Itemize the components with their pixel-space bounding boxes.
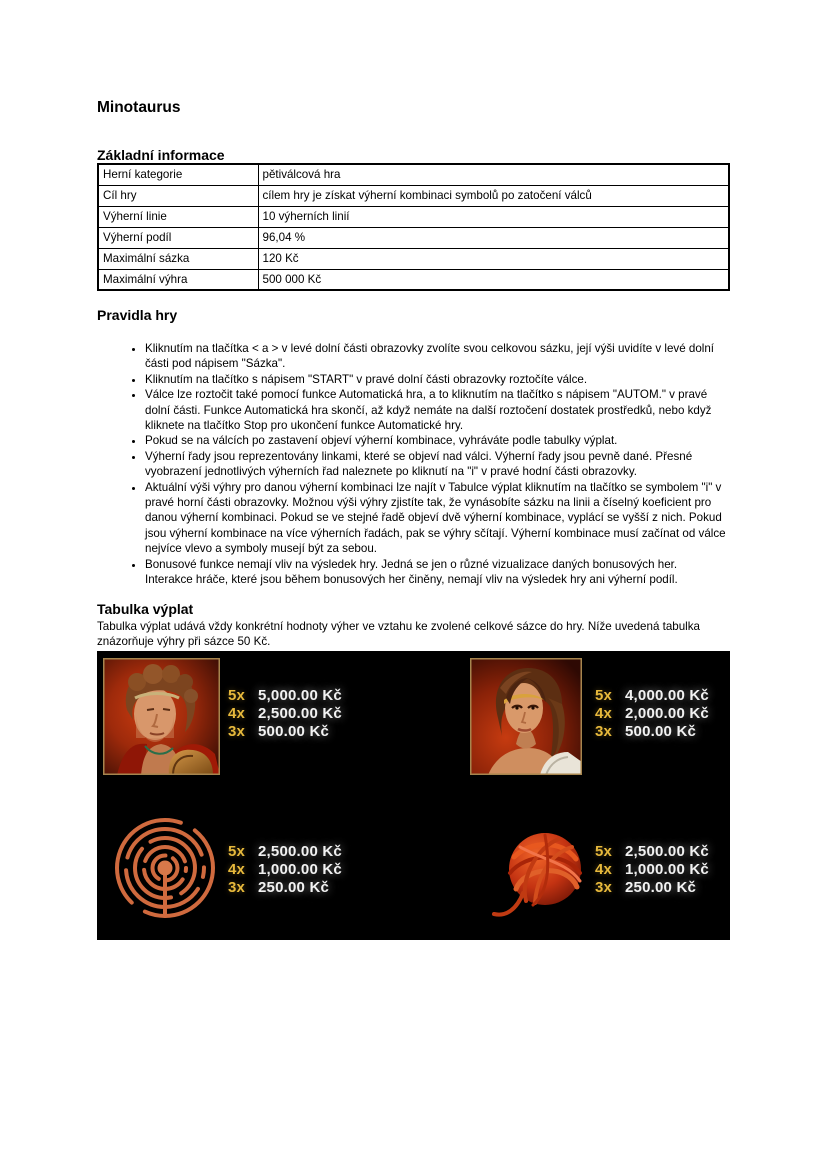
- row-label: Maximální výhra: [98, 269, 258, 290]
- payout-multiplier: 4x: [228, 704, 246, 722]
- rule-item: • Výherní řady jsou reprezentovány linkami, které se objeví nad válci. Výherní řady jsou pevně dané. Přesné vyobrazení jednotlivých výherních řad naleznete po kliknutí na "i" v pravé hodní části obrazovky.: [145, 449, 730, 480]
- payout-line: [228, 861, 342, 879]
- table-row: [98, 206, 729, 227]
- table-row: [98, 164, 729, 185]
- payout-line: [595, 723, 709, 741]
- row-value: 10 výherních linií: [258, 206, 729, 227]
- rule-item: • Bonusové funkce nemají vliv na výsledek hry. Jedná se jen o různé vizualizace daných bonusových her. Interakce hráče, které jsou během bonusových her činěny, nemají vliv na výsledek hry ani výherní podíl.: [145, 557, 730, 588]
- rule-item: • Kliknutím na tlačítka < a > v levé dolní části obrazovky zvolíte svou celkovou sázku, její výši uvidíte v levé dolní části pod nápisem "Sázka".: [145, 341, 730, 372]
- section-heading-paytable: Tabulka výplat: [97, 600, 194, 617]
- payout-multiplier: 3x: [595, 723, 613, 741]
- rule-item: • Aktuální výši výhry pro danou výherní kombinaci lze najít v Tabulce výplat kliknutím na tlačítko se symbolem "i" v pravé horní části obrazovky. Možnou výši výhry zjistíte tak, že vynásobíte sázku na linii a číselný koeficient pro danou výherní kombinaci. Pokud se ve stejné řadě objeví dvě výherní kombinace, vyplácí se vyšší z nich. Pokud jsou výherní kombinace na více výherních řadách, pak se výhry sčítají. Výherní kombinace musí začínat od válce nejvíce vlevo a symboly musejí být za sebou.: [145, 480, 730, 557]
- payout-multiplier: 3x: [595, 879, 613, 897]
- payout-multiplier: 4x: [228, 860, 246, 878]
- theseus-hero-payouts: [228, 687, 342, 742]
- payout-line: [595, 705, 709, 723]
- row-value: pětiválcová hra: [258, 164, 729, 185]
- payout-line: [595, 861, 709, 879]
- rule-item: • Pokud se na válcích po zastavení objeví výherní kombinace, vyhráváte podle tabulky výplat.: [145, 433, 730, 448]
- payout-multiplier: 5x: [595, 686, 613, 704]
- paytable-description: Tabulka výplat udává vždy konkrétní hodnoty výher ve vztahu ke zvolené celkové sázce do hry. Níže uvedená tabulka znázorňuje výhry při sázce 50 Kč.: [97, 619, 701, 648]
- payout-amount: 2,500.00 Kč: [258, 842, 342, 860]
- payout-line: [595, 687, 709, 705]
- row-label: Maximální sázka: [98, 248, 258, 269]
- payout-line: [228, 879, 342, 897]
- section-heading-basic-info: Základní informace: [97, 147, 225, 163]
- page-title: Minotaurus: [97, 99, 181, 116]
- payout-amount: 250.00 Kč: [258, 879, 330, 897]
- payout-multiplier: 4x: [595, 860, 613, 878]
- table-row: [98, 185, 729, 206]
- row-value: 96,04 %: [258, 227, 729, 248]
- payout-line: [228, 705, 342, 723]
- payout-line: [228, 723, 342, 741]
- ariadne-payouts: [595, 687, 709, 742]
- rule-item: • Kliknutím na tlačítko s nápisem "START" v pravé dolní části obrazovky roztočíte válce.: [145, 372, 730, 387]
- labyrinth-symbol-icon: [113, 814, 218, 922]
- theseus-hero-symbol-icon: [103, 658, 220, 775]
- payout-amount: 500.00 Kč: [625, 723, 697, 741]
- payout-amount: 250.00 Kč: [625, 879, 697, 897]
- table-row: [98, 269, 729, 290]
- table-row: [98, 248, 729, 269]
- row-value: 120 Kč: [258, 248, 729, 269]
- section-heading-rules: Pravidla hry: [97, 307, 178, 323]
- row-label: Cíl hry: [98, 185, 258, 206]
- row-label: Herní kategorie: [98, 164, 258, 185]
- payout-line: [595, 843, 709, 861]
- paytable-panel: [97, 651, 730, 940]
- payout-line: [228, 687, 342, 705]
- payout-multiplier: 5x: [595, 842, 613, 860]
- row-label: Výherní podíl: [98, 227, 258, 248]
- payout-multiplier: 5x: [228, 842, 246, 860]
- payout-line: [228, 843, 342, 861]
- payout-line: [595, 879, 709, 897]
- rules-list: [97, 341, 730, 588]
- payout-amount: 500.00 Kč: [258, 723, 330, 741]
- payout-amount: 2,000.00 Kč: [625, 704, 709, 722]
- document-page: [97, 0, 730, 940]
- payout-amount: 2,500.00 Kč: [625, 842, 709, 860]
- table-row: [98, 227, 729, 248]
- payout-multiplier: 3x: [228, 879, 246, 897]
- payout-amount: 5,000.00 Kč: [258, 686, 342, 704]
- basic-info-table: [97, 163, 730, 291]
- payout-multiplier: 4x: [595, 704, 613, 722]
- row-value: 500 000 Kč: [258, 269, 729, 290]
- labyrinth-payouts: [228, 843, 342, 898]
- ariadne-symbol-icon: [470, 658, 582, 775]
- payout-amount: 1,000.00 Kč: [258, 860, 342, 878]
- ball-of-yarn-payouts: [595, 843, 709, 898]
- payout-multiplier: 5x: [228, 686, 246, 704]
- payout-amount: 2,500.00 Kč: [258, 704, 342, 722]
- payout-multiplier: 3x: [228, 723, 246, 741]
- rule-item: • Válce lze roztočit také pomocí funkce Automatická hra, a to kliknutím na tlačítko s nápisem "AUTOM." v pravé dolní části. Funkce Automatická hra skončí, až když nemáte na další roztočení dostatek prostředků, nebo když kliknete na tlačítko Stop pro ukončení funkce Automatické hry.: [145, 387, 730, 433]
- payout-amount: 1,000.00 Kč: [625, 860, 709, 878]
- row-value: cílem hry je získat výherní kombinaci symbolů po zatočení válců: [258, 185, 729, 206]
- payout-amount: 4,000.00 Kč: [625, 686, 709, 704]
- row-label: Výherní linie: [98, 206, 258, 227]
- ball-of-yarn-symbol-icon: [489, 827, 601, 922]
